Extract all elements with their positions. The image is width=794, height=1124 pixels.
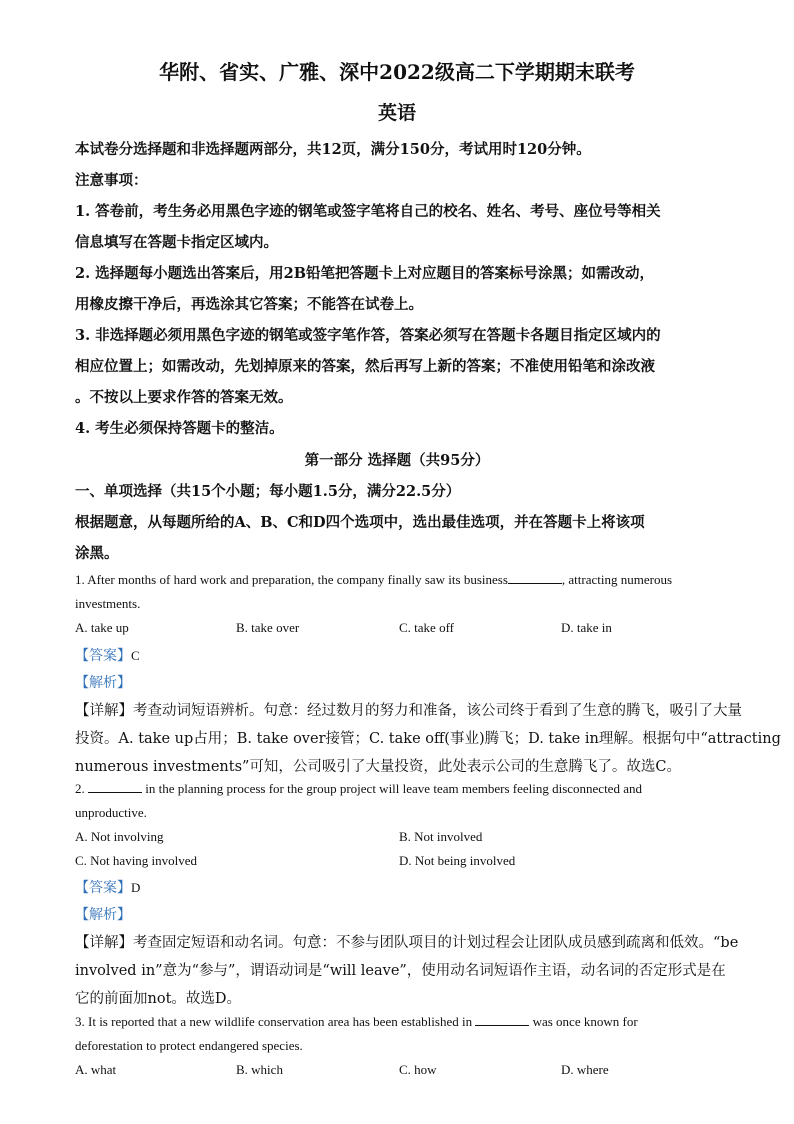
- q2-detail-a-text: 考查固定短语和动名词。句意：不参与团队项目的计划过程会让团队成员感到疏离和低效。“be: [133, 935, 739, 951]
- notice-title: 注意事项：: [75, 172, 148, 189]
- q2-detail-b: involved in”意为“参与”，谓语动词是“will leave”，使用动名词短语作主语，动名词的否定形式是在: [75, 963, 726, 979]
- q1-detail-c: numerous investments”可知，公司吸引了大量投资，此处表示公司的生意腾飞了。故选C。: [75, 759, 682, 775]
- question-1-stem: [75, 572, 672, 588]
- detail-label: 【详解】: [75, 703, 133, 719]
- question-2-stem-a: in the planning process for the group project will leave team members feeling disconnected and: [145, 781, 642, 796]
- q1-answer-value: C: [131, 648, 140, 663]
- q2-analysis-label: 【解析】: [75, 907, 131, 923]
- notice-3c: 。不按以上要求作答的答案无效。: [75, 389, 293, 406]
- q1-detail-b: 投资。A. take up占用；B. take over接管；C. take off(事业)腾飞；D. take in理解。根据句中“attracting: [75, 731, 781, 747]
- q1-answer: [75, 645, 140, 665]
- q1-option-c: C. take off: [399, 620, 454, 635]
- notice-2a: 2. 选择题每小题选出答案后，用2B铅笔把答题卡上对应题目的答案标号涂黑；如需改动，: [75, 265, 655, 282]
- q1-analysis-label: 【解析】: [75, 675, 131, 691]
- q2-option-b: B. Not involved: [399, 829, 483, 844]
- notice-4: 4. 考生必须保持答题卡的整洁。: [75, 420, 284, 437]
- question-1-stem-a2: , attracting numerous: [561, 572, 672, 587]
- part-title: 第一部分 选择题（共95分）: [304, 452, 490, 469]
- notice-2b: 用橡皮擦干净后，再选涂其它答案；不能答在试卷上。: [75, 296, 423, 313]
- q2-detail-c: 它的前面加not。故选D。: [75, 991, 242, 1007]
- detail-label: 【详解】: [75, 935, 133, 951]
- question-3-stem-b: deforestation to protect endangered species.: [75, 1038, 303, 1053]
- q3-option-a: A. what: [75, 1062, 117, 1077]
- q3-option-b: B. which: [236, 1062, 283, 1077]
- question-2-stem: [75, 781, 642, 797]
- notice-3b: 相应位置上；如需改动，先划掉原来的答案，然后再写上新的答案；不准使用铅笔和涂改液: [75, 358, 655, 375]
- question-3-stem-a: 3. It is reported that a new wildlife conservation area has been established in: [75, 1014, 473, 1029]
- notice-3a: 3. 非选择题必须用黑色字迹的钢笔或签字笔作答，答案必须写在答题卡各题目指定区域内的: [75, 327, 661, 344]
- question-1-stem-a: 1. After months of hard work and preparation, the company finally saw its business: [75, 572, 508, 587]
- answer-label: 【答案】: [75, 880, 131, 896]
- q1-detail-a: [75, 699, 742, 720]
- section-subtitle: 一、单项选择（共15个小题；每小题1.5分，满分22.5分）: [75, 483, 461, 500]
- answer-blank: [475, 1014, 529, 1026]
- notice-1b: 信息填写在答题卡指定区域内。: [75, 234, 278, 251]
- question-2-number: 2.: [75, 781, 85, 796]
- exam-title: 华附、省实、广雅、深中2022级高二下学期期末联考: [159, 60, 635, 84]
- question-1-stem-b: investments.: [75, 596, 141, 611]
- section-instruction-b: 涂黑。: [75, 545, 119, 562]
- answer-label: 【答案】: [75, 648, 131, 664]
- intro-line: 本试卷分选择题和非选择题两部分，共12页，满分150分，考试用时120分钟。: [75, 141, 591, 158]
- q2-answer-value: D: [131, 880, 141, 895]
- question-3-stem: [75, 1014, 638, 1030]
- q1-option-a: A. take up: [75, 620, 129, 635]
- answer-blank: [508, 572, 562, 584]
- answer-blank: [88, 781, 142, 793]
- q1-detail-a-text: 考查动词短语辨析。句意：经过数月的努力和准备，该公司终于看到了生意的腾飞，吸引了大量: [133, 703, 742, 719]
- question-3-stem-a2: was once known for: [532, 1014, 638, 1029]
- q3-option-c: C. how: [399, 1062, 437, 1077]
- subject-title: 英语: [377, 102, 416, 124]
- notice-1a: 1. 答卷前，考生务必用黑色字迹的钢笔或签字笔将自己的校名、姓名、考号、座位号等相关: [75, 203, 661, 220]
- q2-detail-a: [75, 931, 738, 952]
- q2-option-d: D. Not being involved: [399, 853, 516, 868]
- section-instruction-a: 根据题意，从每题所给的A、B、C和D四个选项中，选出最佳选项，并在答题卡上将该项: [75, 514, 645, 531]
- question-2-stem-b: unproductive.: [75, 805, 147, 820]
- q1-option-b: B. take over: [236, 620, 300, 635]
- q3-option-d: D. where: [561, 1062, 609, 1077]
- q1-option-d: D. take in: [561, 620, 612, 635]
- q2-answer: [75, 877, 140, 897]
- q2-option-a: A. Not involving: [75, 829, 164, 844]
- q2-option-c: C. Not having involved: [75, 853, 198, 868]
